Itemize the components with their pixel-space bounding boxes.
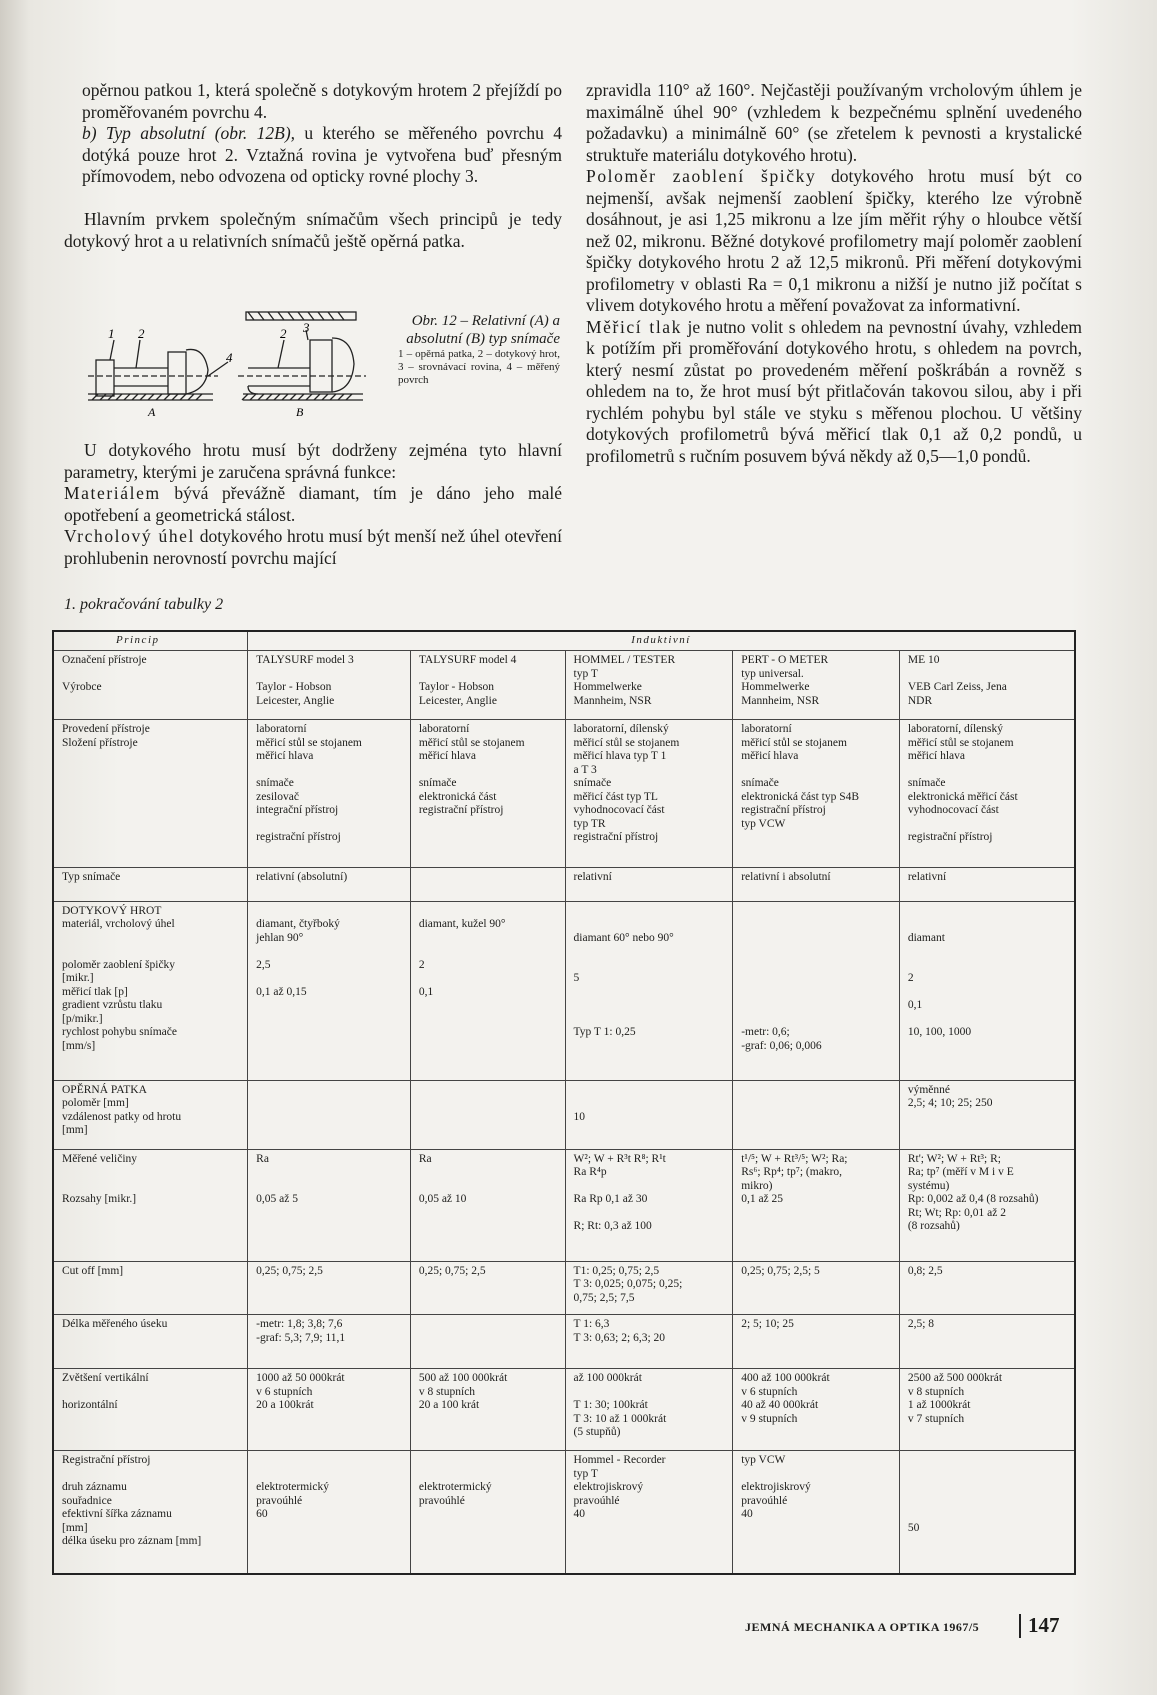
table-cell: laboratorní, dílenský měřicí stůl se stojanem měřicí hlava typ T 1 a T 3 snímače měřicí část typ TL vyhodnocovací část typ TR registrační přístroj [565, 720, 733, 868]
paragraph-5 [64, 483, 562, 526]
footer-divider [1019, 1614, 1021, 1638]
row-label: Typ snímače [53, 868, 248, 902]
table-cell: diamant 60° nebo 90° 5 Typ T 1: 0,25 [565, 901, 733, 1080]
table-row [53, 901, 1075, 1080]
right-paragraph-3 [586, 317, 1082, 468]
table-cell: 50 [899, 1451, 1075, 1574]
figure-label-a: A [148, 405, 156, 419]
table-cell: laboratorní měřicí stůl se stojanem měřicí hlava snímače elektronická část registrační přístroj [410, 720, 565, 868]
paragraph-3: Hlavním prvkem společným snímačům všech principů je tedy dotykový hrot a u relativních snímačů ještě opěrná patka. [64, 209, 562, 251]
table-row [53, 868, 1075, 902]
row-label: Délka měřeného úseku [53, 1315, 248, 1369]
spec-table [52, 630, 1076, 1575]
table-cell: t¹/⁵; W + Rt³/⁵; W²; Ra; Rs⁶; Rp⁴; tp⁷; (makro, mikro) 0,1 až 25 [733, 1149, 900, 1261]
row-label: OPĚRNÁ PATKA poloměr [mm] vzdálenost patky od hrotu [mm] [53, 1080, 248, 1149]
table-cell [410, 1315, 565, 1369]
table-row [53, 1315, 1075, 1369]
table-cell: laboratorní měřicí stůl se stojanem měřicí hlava snímače elektronická část typ S4B registrační přístroj typ VCW [733, 720, 900, 868]
table-cell: 400 až 100 000krát v 6 stupních 40 až 40 000krát v 9 stupních [733, 1369, 900, 1451]
figure-num-3: 3 [303, 320, 310, 335]
table-cell: Ra 0,05 až 5 [248, 1149, 411, 1261]
header-inductive: Induktivní [248, 631, 1075, 651]
row-label: DOTYKOVÝ HROT materiál, vrcholový úhel poloměr zaoblení špičky [mikr.] měřicí tlak [p] gradient vzrůstu tlaku [p/mikr.] rychlost pohybu snímače [mm/s] [53, 901, 248, 1080]
paragraph-2-text: u kterého se měřeného povrchu 4 dotýká pouze hrot 2. Vztažná rovina je vytvořena buď přesným přímovodem, nebo odvozena od opticky rovné plochy 3. [82, 123, 562, 186]
paragraph-2-label: b) Typ absolutní (obr. 12B), [82, 123, 296, 143]
table-cell: TALYSURF model 4 Taylor - Hobson Leicester, Anglie [410, 651, 565, 720]
figure-num-2b: 2 [280, 326, 287, 341]
table-cell: W²; W + R³t R⁸; R¹t Ra R⁴p Ra Rp 0,1 až 30 R; Rt: 0,3 až 100 [565, 1149, 733, 1261]
table-cell: diamant, čtyřboký jehlan 90° 2,5 0,1 až 0,15 [248, 901, 411, 1080]
table-cell: 2; 5; 10; 25 [733, 1315, 900, 1369]
paragraph-5-label: Materiálem [64, 483, 161, 503]
figure-12 [88, 310, 388, 420]
table-cell: 2,5; 8 [899, 1315, 1075, 1369]
paragraph-5-text: bývá převážně diamant, tím je dáno jeho malé opotřebení a geometrická stálost. [64, 483, 562, 525]
table-cell: 500 až 100 000krát v 8 stupních 20 a 100 krát [410, 1369, 565, 1451]
table-cell: T 1: 6,3 T 3: 0,63; 2; 6,3; 20 [565, 1315, 733, 1369]
footer-journal: JEMNÁ MECHANIKA A OPTIKA 1967/5 [745, 1620, 980, 1634]
table-cell: T1: 0,25; 0,75; 2,5 T 3: 0,025; 0,075; 0,25; 0,75; 2,5; 7,5 [565, 1261, 733, 1315]
row-label: Měřené veličiny Rozsahy [mikr.] [53, 1149, 248, 1261]
table-cell: výměnné 2,5; 4; 10; 25; 250 [899, 1080, 1075, 1149]
row-label: Zvětšení vertikální horizontální [53, 1369, 248, 1451]
figure-caption [398, 312, 560, 387]
table-cell: HOMMEL / TESTER typ T Hommelwerke Mannheim, NSR [565, 651, 733, 720]
table-cell: 2500 až 500 000krát v 8 stupních 1 až 1000krát v 7 stupních [899, 1369, 1075, 1451]
right-paragraph-3-text: je nutno volit s ohledem na pevnostní úvahy, vzhledem k potížím při proměřování dotykového hrotu, s ohledem na povrch, který nesmí zůstat po provedeném měření poškrábán a rovněž s ohledem na to, že hrot musí být přitlačován takovou silou, aby i při rychlém pohybu byl stále ve styku s měřenou plochou. U většiny dotykových profilometrů bývá měřicí tlak 0,1 až 0,2 pondů, u profilometrů s ručním posuvem bývá někdy až 0,5—1,0 pondů. [586, 316, 1082, 466]
right-paragraph-3-label: Měřicí tlak [586, 316, 683, 337]
right-paragraph-1: zpravidla 110° až 160°. Nejčastěji používaným vrcholovým úhlem je maximálně úhel 90° (vzhledem k bezpečnému splnění uvedeného požadavku) a minimálně 60° (se zřetelem k pevnosti a krystalické struktuře materiálu dotykového hrotu). [586, 80, 1082, 165]
figure-caption-legend: 1 – opěrná patka, 2 – dotykový hrot, 3 – srovnávací rovina, 4 – měřený povrch [398, 348, 560, 386]
table-cell: 1000 až 50 000krát v 6 stupních 20 a 100krát [248, 1369, 411, 1451]
right-paragraph-2-label: Poloměr zaoblení špičky [586, 166, 817, 186]
figure-num-1: 1 [108, 326, 115, 341]
table-cell: ME 10 VEB Carl Zeiss, Jena NDR [899, 651, 1075, 720]
header-principle: Princip [53, 631, 248, 651]
table-cell: 0,8; 2,5 [899, 1261, 1075, 1315]
table-cell: laboratorní, dílenský měřicí stůl se stojanem měřicí hlava snímače elektronická měřicí část vyhodnocovací část registrační přístroj [899, 720, 1075, 868]
right-paragraph-2-text: dotykového hrotu musí být co nejmenší, avšak nejmenší zaoblení špičky, kterého lze výrobně dosáhnout, je asi 1,25 mikronu a lze jím měřit rýhy o hloubce větší než 02, mikronu. Běžné dotykové profilometry mají poloměr zaoblení špičky dotykového hrotu 2 až 12,5 mikronů. Při měření dotykovými profilometry v oblasti Ra = 0,1 mikronu a nižší je nutno již počítat s vlivem dotykového hrotu a měření považovat za informativní. [586, 166, 1082, 315]
right-paragraph-2 [586, 166, 1082, 317]
table-cell [410, 1080, 565, 1149]
table-cell: 0,25; 0,75; 2,5 [410, 1261, 565, 1315]
paragraph-6-label: Vrcholový úhel [64, 526, 196, 546]
figure-caption-title: Obr. 12 – Relativní (A) a absolutní (B) typ snímače [406, 313, 560, 347]
table-row [53, 1261, 1075, 1315]
table-cell: relativní (absolutní) [248, 868, 411, 902]
row-label: Provedení přístroje Složení přístroje [53, 720, 248, 868]
table-cell: TALYSURF model 3 Taylor - Hobson Leicester, Anglie [248, 651, 411, 720]
left-column-top [82, 80, 562, 188]
row-label: Cut off [mm] [53, 1261, 248, 1315]
row-label: Registrační přístroj druh záznamu souřadnice efektivní šířka záznamu [mm] délka úseku pro záznam [mm] [53, 1451, 248, 1574]
figure-num-4: 4 [226, 350, 233, 365]
table-row [53, 1149, 1075, 1261]
table-cell: relativní i absolutní [733, 868, 900, 902]
table-cell: až 100 000krát T 1: 30; 100krát T 3: 10 až 1 000krát (5 stupňů) [565, 1369, 733, 1451]
table-cell: 10 [565, 1080, 733, 1149]
right-column [586, 80, 1082, 467]
table-row [53, 1369, 1075, 1451]
table-cell: relativní [899, 868, 1075, 902]
table-row [53, 1451, 1075, 1574]
paragraph-4: U dotykového hrotu musí být dodrženy zejména tyto hlavní parametry, kterými je zaručena správná funkce: [64, 440, 562, 482]
row-label: Označení přístroje Výrobce [53, 651, 248, 720]
table-cell: PERT - O METER typ universal. Hommelwerke Mannheim, NSR [733, 651, 900, 720]
table-cell: Ra 0,05 až 10 [410, 1149, 565, 1261]
table-cell: 0,25; 0,75; 2,5 [248, 1261, 411, 1315]
table-cell: -metr: 1,8; 3,8; 7,6 -graf: 5,3; 7,9; 11,1 [248, 1315, 411, 1369]
table-cell: laboratorní měřicí stůl se stojanem měřicí hlava snímače zesilovač integrační přístroj registrační přístroj [248, 720, 411, 868]
page-number: 147 [1028, 1613, 1060, 1637]
table-row [53, 651, 1075, 720]
table-cell: 0,25; 0,75; 2,5; 5 [733, 1261, 900, 1315]
table-cell: Hommel - Recorder typ T elektrojiskrový pravoúhlé 40 [565, 1451, 733, 1574]
table-cell [733, 1080, 900, 1149]
figure-12-drawing [88, 310, 388, 420]
paragraph-6 [64, 526, 562, 569]
table-row [53, 720, 1075, 868]
table-cell: elektrotermický pravoúhlé [410, 1451, 565, 1574]
table-cell: elektrotermický pravoúhlé 60 [248, 1451, 411, 1574]
table-header-row [53, 631, 1075, 651]
table-cell: typ VCW elektrojiskrový pravoúhlé 40 [733, 1451, 900, 1574]
table-cell: -metr: 0,6; -graf: 0,06; 0,006 [733, 901, 900, 1080]
figure-num-2: 2 [138, 326, 145, 341]
table-cell [410, 868, 565, 902]
paragraph-6-text: dotykového hrotu musí být menší než úhel otevření prohlubenin nerovností povrchu mající [64, 526, 562, 568]
table-cell: diamant 2 0,1 10, 100, 1000 [899, 901, 1075, 1080]
table-cell: diamant, kužel 90° 2 0,1 [410, 901, 565, 1080]
paragraph-1: opěrnou patkou 1, která společně s dotykovým hrotem 2 přejíždí po proměřovaném povrchu 4. [82, 80, 562, 122]
left-column-p3 [64, 209, 562, 252]
figure-label-b: B [296, 405, 304, 419]
table-cell: relativní [565, 868, 733, 902]
table-body [53, 651, 1075, 1575]
paragraph-2 [82, 123, 562, 188]
table-cell [248, 1080, 411, 1149]
table-row [53, 1080, 1075, 1149]
table-cell: Rt'; W²; W + Rt³; R; Ra; tp⁷ (měří v M i v E systému) Rp: 0,002 až 0,4 (8 rozsahů) Rt; Wt; Rp: 0,01 až 2 (8 rozsahů) [899, 1149, 1075, 1261]
left-column-bottom [64, 440, 562, 569]
table-title: 1. pokračování tabulky 2 [64, 596, 224, 613]
